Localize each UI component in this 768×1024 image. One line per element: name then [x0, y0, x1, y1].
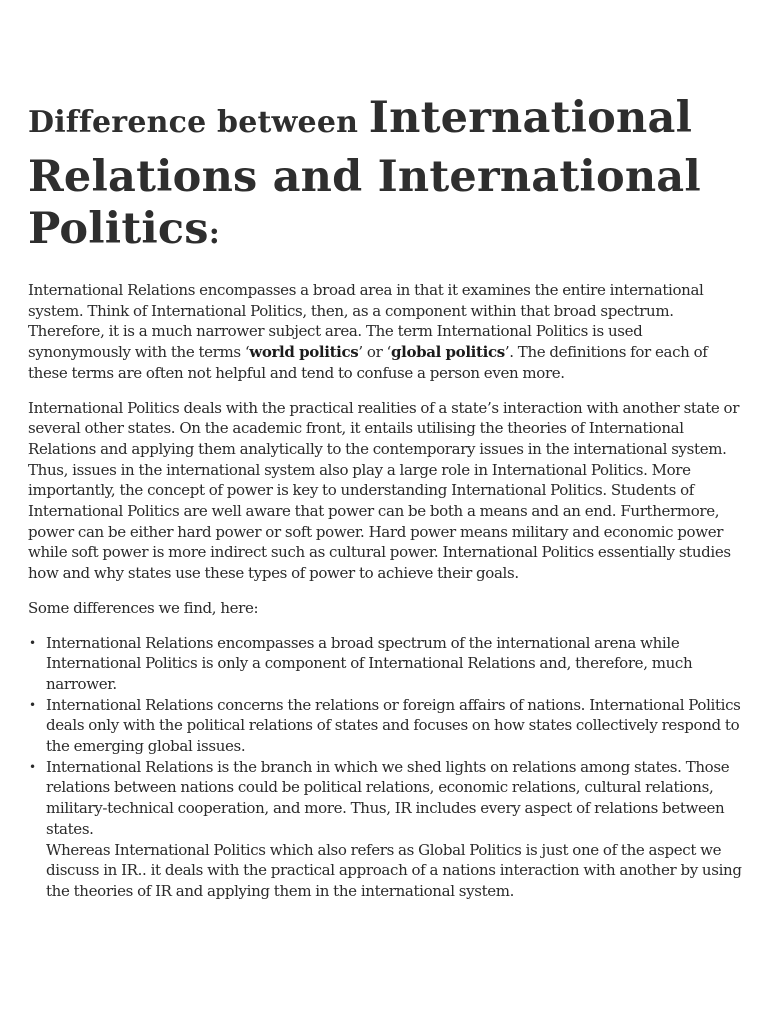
list-item-text: International Relations encompasses a broad spectrum of the international arena while International Politics is only a component of International Relations and, therefore, much narrower. — [46, 633, 693, 693]
article-title — [28, 92, 742, 262]
list-item-continuation: Whereas International Politics which also refers as Global Politics is just one of the aspect we discuss in IR.. it deals with the practical approach of a nations interaction with another by using the theories of IR and applying them in the international system. — [46, 840, 742, 900]
term-global-politics: global politics — [390, 343, 505, 362]
list-item — [29, 633, 742, 695]
bullet-icon: • — [29, 635, 36, 650]
list-item-text: International Relations is the branch in which we shed lights on relations among states. Those relations between nations could be political relations, economic relations, cultural relations, military-technical cooperation, and more. Thus, IR includes every aspect of relations between states. — [46, 757, 730, 838]
term-world-politics: world politics — [249, 343, 359, 362]
paragraph-international-politics: International Politics deals with the practical realities of a state’s interaction with another state or several other states. On the academic front, it entails utilising the theories of International Relations and applying them analytically to the contemporary issues in the international system. Thus, issues in the international system also play a large role in International Politics. More importantly, the concept of power is key to understanding International Politics. Students of International Politics are well aware that power can be both a means and an end. Furthermore, power can be either hard power or soft power. Hard power means military and economic power while soft power is more indirect such as cultural power. International Politics essentially studies how and why states use these types of power to achieve their goals. — [28, 398, 740, 583]
bullet-icon: • — [29, 759, 36, 774]
title-colon: : — [208, 216, 220, 251]
differences-list — [28, 633, 742, 902]
list-item-text: International Relations concerns the relations or foreign affairs of nations. International Politics deals only with the political relations of states and focuses on how states collectively respond to the emerging global issues. — [46, 695, 741, 756]
title-main: International Relations and International Politics — [28, 93, 701, 254]
list-item — [29, 757, 742, 902]
paragraph-intro-part1: International Relations encompasses a broad area in that it examines the entire international system. Think of International Politics, then, as a component within that broad spectrum. Therefore, it is a much narrower subject area. The term International Politics is used synonymously with the terms ‘ — [28, 281, 704, 362]
title-lead: Difference between — [28, 105, 369, 140]
bullet-icon: • — [29, 697, 36, 712]
paragraph-intro-part3: ’. The definitions for each of these terms are often not helpful and tend to confuse a person even more. — [28, 343, 708, 382]
paragraph-intro — [28, 280, 742, 384]
paragraph-intro-part2: ’ or ‘ — [358, 343, 391, 362]
paragraph-differences-intro: Some differences we find, here: — [28, 598, 259, 617]
list-item — [29, 695, 742, 757]
